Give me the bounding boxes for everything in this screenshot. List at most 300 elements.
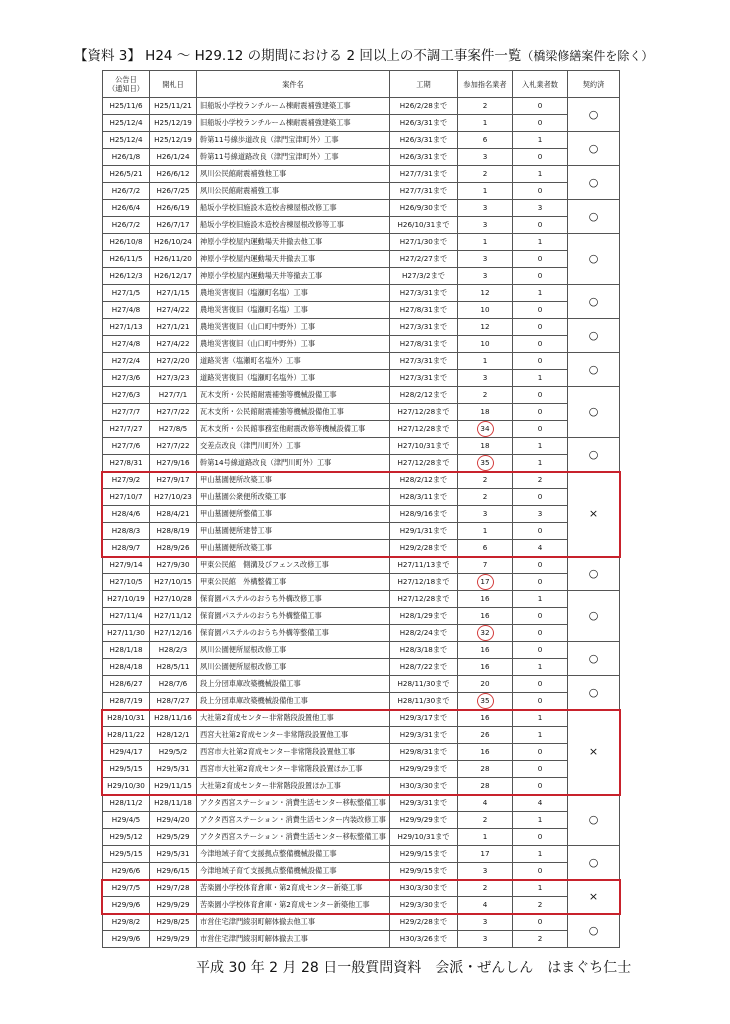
cell-designated: 16 — [458, 744, 513, 761]
table-row — [103, 557, 620, 574]
table-row — [103, 149, 620, 166]
table-row — [103, 676, 620, 693]
cell-notice-date: H26/7/2 — [103, 217, 150, 234]
header-notice-date: 公告日 （通知日） — [103, 71, 150, 98]
cell-bidders: 1 — [513, 438, 568, 455]
cell-contracted: ○ — [568, 285, 620, 319]
header-designated: 参加指名業者 — [458, 71, 513, 98]
cell-bid-date: H26/6/12 — [150, 166, 197, 183]
cell-designated: 12 — [458, 285, 513, 302]
cell-notice-date: H27/2/4 — [103, 353, 150, 370]
table-row — [103, 438, 620, 455]
cell-period: H29/9/29まで — [390, 812, 458, 829]
cell-bid-date: H25/11/21 — [150, 98, 197, 115]
cell-bidders: 0 — [513, 523, 568, 540]
cell-bid-date: H27/10/15 — [150, 574, 197, 591]
cell-period: H28/7/22まで — [390, 659, 458, 676]
cell-designated: 2 — [458, 880, 513, 897]
cell-bidders: 0 — [513, 268, 568, 285]
cell-contracted: ○ — [568, 200, 620, 234]
cell-period: H30/3/30まで — [390, 880, 458, 897]
cell-bidders: 1 — [513, 710, 568, 727]
cell-bidders: 1 — [513, 132, 568, 149]
cell-designated: 10 — [458, 302, 513, 319]
cell-period: H28/3/11まで — [390, 489, 458, 506]
table-row — [103, 812, 620, 829]
cell-designated — [458, 421, 513, 438]
cell-bid-date: H27/3/23 — [150, 370, 197, 387]
cell-designated: 16 — [458, 710, 513, 727]
cell-bidders: 0 — [513, 421, 568, 438]
cell-period: H27/10/31まで — [390, 438, 458, 455]
title-note: （橋梁修繕案件を除く） — [521, 49, 654, 63]
cell-period: H29/9/15まで — [390, 863, 458, 880]
cell-bid-date: H27/1/21 — [150, 319, 197, 336]
cell-bid-date: H28/2/3 — [150, 642, 197, 659]
table-row — [103, 523, 620, 540]
cell-notice-date: H27/6/3 — [103, 387, 150, 404]
cell-bidders: 2 — [513, 931, 568, 948]
cell-notice-date: H27/10/7 — [103, 489, 150, 506]
cell-project-name: 船坂小学校旧施設木造校舎棟屋根改修工事 — [197, 200, 390, 217]
footer-text: 平成 30 年 2 月 28 日一般質問資料 会派・ぜんしん はまぐち仁士 — [196, 960, 632, 976]
cell-bidders: 0 — [513, 693, 568, 710]
cell-notice-date: H27/3/6 — [103, 370, 150, 387]
header-bidders: 入札業者数 — [513, 71, 568, 98]
cell-bid-date: H27/12/16 — [150, 625, 197, 642]
cell-project-name: 船坂小学校旧施設木造校舎棟屋根改修等工事 — [197, 217, 390, 234]
cell-bidders: 3 — [513, 506, 568, 523]
cell-designated: 20 — [458, 676, 513, 693]
table-row — [103, 200, 620, 217]
cell-project-name: 甲山墓園便所改築工事 — [197, 472, 390, 489]
cell-bidders: 0 — [513, 863, 568, 880]
table-row — [103, 319, 620, 336]
table-row — [103, 795, 620, 812]
cell-designated: 1 — [458, 115, 513, 132]
cell-bid-date: H27/8/5 — [150, 421, 197, 438]
cell-notice-date: H27/10/19 — [103, 591, 150, 608]
cell-period: H27/1/30まで — [390, 234, 458, 251]
table-row — [103, 744, 620, 761]
cell-notice-date: H28/8/3 — [103, 523, 150, 540]
cell-project-name: 甲東公民館 側溝及びフェンス改修工事 — [197, 557, 390, 574]
cell-contracted: × — [568, 472, 620, 557]
cell-project-name: 西宮市大社第2育成センター非常階段設置ほか工事 — [197, 761, 390, 778]
cell-designated: 1 — [458, 234, 513, 251]
cell-bidders: 1 — [513, 727, 568, 744]
cell-project-name: 瓦木支所・公民館耐震補強等機械設備工事 — [197, 387, 390, 404]
cell-bidders: 0 — [513, 353, 568, 370]
table-row — [103, 472, 620, 489]
cell-bid-date: H29/5/31 — [150, 846, 197, 863]
cell-notice-date: H29/10/30 — [103, 778, 150, 795]
cell-bidders: 0 — [513, 608, 568, 625]
cell-project-name: 交差点改良（津門川町外）工事 — [197, 438, 390, 455]
cell-project-name: 市営住宅津門綾羽町解体撤去工事 — [197, 931, 390, 948]
cell-notice-date: H29/5/12 — [103, 829, 150, 846]
cell-designated: 3 — [458, 268, 513, 285]
cell-bidders: 0 — [513, 676, 568, 693]
cell-bidders: 2 — [513, 897, 568, 914]
table-row — [103, 506, 620, 523]
table-row — [103, 625, 620, 642]
cell-period: H26/3/31まで — [390, 132, 458, 149]
cell-designated: 2 — [458, 489, 513, 506]
cell-notice-date: H26/12/3 — [103, 268, 150, 285]
cell-designated: 2 — [458, 812, 513, 829]
cell-period: H26/3/31まで — [390, 115, 458, 132]
cell-bid-date: H28/11/16 — [150, 710, 197, 727]
cell-bidders: 1 — [513, 591, 568, 608]
table-row — [103, 727, 620, 744]
cell-bidders: 0 — [513, 574, 568, 591]
cell-project-name: 保育園パステルのおうち外構改修工事 — [197, 591, 390, 608]
cell-period: H26/3/31まで — [390, 149, 458, 166]
cell-contracted: ○ — [568, 353, 620, 387]
cell-notice-date: H29/7/5 — [103, 880, 150, 897]
cell-period: H29/2/28まで — [390, 914, 458, 931]
cell-bidders: 1 — [513, 455, 568, 472]
cell-period: H26/9/30まで — [390, 200, 458, 217]
cell-period: H29/8/31まで — [390, 744, 458, 761]
table-row — [103, 285, 620, 302]
cell-notice-date: H28/6/27 — [103, 676, 150, 693]
cell-notice-date: H29/6/6 — [103, 863, 150, 880]
cell-period: H27/3/31まで — [390, 353, 458, 370]
cell-notice-date: H26/7/2 — [103, 183, 150, 200]
cell-contracted: ○ — [568, 132, 620, 166]
cell-contracted: ○ — [568, 914, 620, 948]
cell-bid-date: H28/11/18 — [150, 795, 197, 812]
cell-bidders: 0 — [513, 336, 568, 353]
cell-designated — [458, 574, 513, 591]
cell-bid-date: H27/4/22 — [150, 336, 197, 353]
cell-contracted: ○ — [568, 166, 620, 200]
cell-bidders: 0 — [513, 319, 568, 336]
cell-project-name: 幹第11号線歩道改良（津門宝津町外）工事 — [197, 132, 390, 149]
cell-project-name: 旧船坂小学校ランチルーム棟耐震補強建築工事 — [197, 98, 390, 115]
project-table — [102, 70, 620, 948]
cell-bid-date: H29/7/28 — [150, 880, 197, 897]
cell-contracted: ○ — [568, 676, 620, 710]
cell-bid-date: H25/12/19 — [150, 115, 197, 132]
cell-bid-date: H25/12/19 — [150, 132, 197, 149]
cell-project-name: 夙川公民館耐震補強工事 — [197, 183, 390, 200]
cell-period: H29/2/28まで — [390, 540, 458, 557]
cell-contracted: × — [568, 710, 620, 795]
table-row — [103, 387, 620, 404]
cell-designated: 16 — [458, 591, 513, 608]
cell-bidders: 1 — [513, 285, 568, 302]
cell-notice-date: H26/6/4 — [103, 200, 150, 217]
cell-designated: 3 — [458, 914, 513, 931]
cell-bid-date: H28/8/19 — [150, 523, 197, 540]
cell-bidders: 4 — [513, 795, 568, 812]
cell-notice-date: H25/12/4 — [103, 115, 150, 132]
header-project-name: 案件名 — [197, 71, 390, 98]
cell-project-name: 夙川公民館耐震補強他工事 — [197, 166, 390, 183]
cell-project-name: 神原小学校屋内運動場天井撤去工事 — [197, 251, 390, 268]
cell-bidders: 0 — [513, 217, 568, 234]
cell-project-name: 夙川公園便所屋根改修工事 — [197, 642, 390, 659]
cell-designated: 17 — [458, 846, 513, 863]
cell-notice-date: H27/9/14 — [103, 557, 150, 574]
cell-project-name: 農地災害復旧（山口町中野外）工事 — [197, 336, 390, 353]
cell-period: H27/12/18まで — [390, 574, 458, 591]
cell-notice-date: H28/10/31 — [103, 710, 150, 727]
cell-designated: 28 — [458, 778, 513, 795]
cell-bid-date: H28/9/26 — [150, 540, 197, 557]
title-main: 【資料 3】 H24 ～ H29.12 の期間における 2 回以上の不調工事案件一覧 — [74, 48, 522, 64]
cell-project-name: 西宮市大社第2育成センター非常階段設置他工事 — [197, 744, 390, 761]
cell-bidders: 0 — [513, 98, 568, 115]
cell-bid-date: H27/7/22 — [150, 438, 197, 455]
cell-notice-date: H27/11/4 — [103, 608, 150, 625]
table-row — [103, 846, 620, 863]
cell-notice-date: H29/5/15 — [103, 846, 150, 863]
cell-project-name: 保育園パステルのおうち外構等整備工事 — [197, 625, 390, 642]
cell-notice-date: H27/7/27 — [103, 421, 150, 438]
cell-bid-date: H28/5/11 — [150, 659, 197, 676]
cell-bid-date: H26/10/24 — [150, 234, 197, 251]
table-row — [103, 132, 620, 149]
cell-bid-date: H29/11/15 — [150, 778, 197, 795]
cell-notice-date: H29/4/17 — [103, 744, 150, 761]
cell-notice-date: H28/1/18 — [103, 642, 150, 659]
cell-bid-date: H27/4/22 — [150, 302, 197, 319]
cell-bid-date: H28/7/6 — [150, 676, 197, 693]
table-row — [103, 166, 620, 183]
cell-period: H27/3/2まで — [390, 268, 458, 285]
cell-period: H29/3/31まで — [390, 727, 458, 744]
cell-notice-date: H28/9/7 — [103, 540, 150, 557]
cell-project-name: アクタ西宮ステーション・消費生活センター内装改修工事 — [197, 812, 390, 829]
cell-period: H26/10/31まで — [390, 217, 458, 234]
cell-notice-date: H28/11/22 — [103, 727, 150, 744]
cell-notice-date: H29/9/6 — [103, 897, 150, 914]
cell-designated: 2 — [458, 98, 513, 115]
cell-designated: 12 — [458, 319, 513, 336]
cell-designated: 4 — [458, 795, 513, 812]
cell-notice-date: H28/7/19 — [103, 693, 150, 710]
cell-notice-date: H27/1/13 — [103, 319, 150, 336]
cell-period: H27/11/13まで — [390, 557, 458, 574]
cell-bidders: 0 — [513, 761, 568, 778]
table-body — [103, 98, 620, 948]
cell-designated — [458, 455, 513, 472]
cell-bid-date: H29/9/29 — [150, 897, 197, 914]
cell-bid-date: H26/1/24 — [150, 149, 197, 166]
cell-period: H27/2/27まで — [390, 251, 458, 268]
cell-notice-date: H27/7/7 — [103, 404, 150, 421]
cell-project-name: 今津地域子育て支援拠点整備機械設備工事 — [197, 863, 390, 880]
cell-bid-date: H29/5/29 — [150, 829, 197, 846]
cell-bid-date: H28/7/27 — [150, 693, 197, 710]
cell-period: H27/7/31まで — [390, 183, 458, 200]
cell-contracted: ○ — [568, 319, 620, 353]
cell-notice-date: H28/4/18 — [103, 659, 150, 676]
cell-bidders: 1 — [513, 370, 568, 387]
cell-designated: 2 — [458, 166, 513, 183]
table-row — [103, 115, 620, 132]
cell-period: H28/11/30まで — [390, 693, 458, 710]
cell-bid-date: H27/1/15 — [150, 285, 197, 302]
cell-designated: 6 — [458, 540, 513, 557]
cell-bidders: 0 — [513, 302, 568, 319]
table-row — [103, 183, 620, 200]
cell-bid-date: H26/12/17 — [150, 268, 197, 285]
cell-period: H30/3/26まで — [390, 931, 458, 948]
cell-period: H29/3/31まで — [390, 795, 458, 812]
cell-period: H27/7/31まで — [390, 166, 458, 183]
cell-designated: 3 — [458, 370, 513, 387]
cell-contracted: ○ — [568, 846, 620, 880]
cell-period: H29/9/29まで — [390, 761, 458, 778]
cell-notice-date: H25/11/6 — [103, 98, 150, 115]
cell-designated: 3 — [458, 251, 513, 268]
cell-bidders: 0 — [513, 642, 568, 659]
cell-bid-date: H27/11/12 — [150, 608, 197, 625]
cell-bid-date: H27/7/1 — [150, 387, 197, 404]
cell-bidders: 0 — [513, 183, 568, 200]
cell-bidders: 0 — [513, 387, 568, 404]
cell-contracted: ○ — [568, 795, 620, 846]
table-row — [103, 931, 620, 948]
cell-period: H27/12/28まで — [390, 591, 458, 608]
cell-notice-date: H27/11/30 — [103, 625, 150, 642]
cell-designated: 1 — [458, 183, 513, 200]
cell-project-name: 保育園パステルのおうち外構整備工事 — [197, 608, 390, 625]
table-row — [103, 659, 620, 676]
red-circle-mark: 17 — [477, 574, 494, 590]
document-title — [74, 46, 674, 66]
cell-designated: 16 — [458, 659, 513, 676]
cell-contracted: ○ — [568, 591, 620, 642]
cell-project-name: 道路災害（塩瀬町名塩外）工事 — [197, 353, 390, 370]
cell-notice-date: H27/7/6 — [103, 438, 150, 455]
cell-notice-date: H29/9/6 — [103, 931, 150, 948]
cell-bidders: 1 — [513, 846, 568, 863]
cell-project-name: 幹第11号線道路改良（津門宝津町外）工事 — [197, 149, 390, 166]
cell-period: H27/12/28まで — [390, 421, 458, 438]
cell-designated: 3 — [458, 200, 513, 217]
cell-bidders: 0 — [513, 251, 568, 268]
cell-bidders: 0 — [513, 778, 568, 795]
table-row — [103, 642, 620, 659]
cell-period: H29/1/31まで — [390, 523, 458, 540]
cell-notice-date: H28/4/6 — [103, 506, 150, 523]
table-row — [103, 863, 620, 880]
cell-designated: 1 — [458, 829, 513, 846]
cell-period: H27/3/31まで — [390, 370, 458, 387]
cell-bidders: 4 — [513, 540, 568, 557]
cell-designated: 18 — [458, 438, 513, 455]
cell-contracted: ○ — [568, 438, 620, 472]
cell-period: H28/9/16まで — [390, 506, 458, 523]
cell-bidders: 0 — [513, 744, 568, 761]
cell-notice-date: H28/11/2 — [103, 795, 150, 812]
cell-period: H29/10/31まで — [390, 829, 458, 846]
cell-period: H27/8/31まで — [390, 336, 458, 353]
cell-notice-date: H26/1/8 — [103, 149, 150, 166]
cell-notice-date: H27/10/5 — [103, 574, 150, 591]
cell-bid-date: H29/5/31 — [150, 761, 197, 778]
cell-bid-date: H29/4/20 — [150, 812, 197, 829]
table-row — [103, 217, 620, 234]
table-row — [103, 608, 620, 625]
cell-notice-date: H27/4/8 — [103, 302, 150, 319]
table-row — [103, 455, 620, 472]
cell-notice-date: H29/4/5 — [103, 812, 150, 829]
cell-project-name: 甲山墓園公衆便所改築工事 — [197, 489, 390, 506]
cell-project-name: 農地災害復旧（塩瀬町名塩）工事 — [197, 285, 390, 302]
cell-notice-date: H26/11/5 — [103, 251, 150, 268]
cell-designated: 7 — [458, 557, 513, 574]
red-circle-mark: 35 — [477, 455, 494, 471]
cell-notice-date: H26/5/21 — [103, 166, 150, 183]
cell-bid-date: H27/9/16 — [150, 455, 197, 472]
cell-contracted: ○ — [568, 387, 620, 438]
table-row — [103, 710, 620, 727]
cell-project-name: 苦楽園小学校体育倉庫・第2育成センター新築工事 — [197, 880, 390, 897]
cell-designated: 26 — [458, 727, 513, 744]
cell-project-name: 神原小学校屋内運動場天井等撤去工事 — [197, 268, 390, 285]
table-row — [103, 98, 620, 115]
cell-project-name: 西宮大社第2育成センター非常階段設置他工事 — [197, 727, 390, 744]
cell-period: H27/12/28まで — [390, 404, 458, 421]
cell-project-name: 瓦木支所・公民館事務室他耐震改修等機械設備工事 — [197, 421, 390, 438]
cell-project-name: 市営住宅津門綾羽町解体撤去他工事 — [197, 914, 390, 931]
cell-bidders: 3 — [513, 200, 568, 217]
cell-designated: 3 — [458, 217, 513, 234]
cell-bidders: 0 — [513, 625, 568, 642]
cell-bid-date: H29/9/29 — [150, 931, 197, 948]
cell-bidders: 0 — [513, 115, 568, 132]
cell-bid-date: H26/11/20 — [150, 251, 197, 268]
table-row — [103, 302, 620, 319]
cell-bidders: 1 — [513, 659, 568, 676]
cell-project-name: 幹第14号線道路改良（津門川町外）工事 — [197, 455, 390, 472]
table-row — [103, 251, 620, 268]
cell-notice-date: H27/4/8 — [103, 336, 150, 353]
cell-designated: 16 — [458, 608, 513, 625]
table-row — [103, 880, 620, 897]
red-circle-mark: 34 — [477, 421, 494, 437]
table-row — [103, 404, 620, 421]
cell-bidders: 0 — [513, 149, 568, 166]
cell-period: H29/3/17まで — [390, 710, 458, 727]
cell-notice-date: H27/9/2 — [103, 472, 150, 489]
cell-project-name: 段上分団車庫改築機械設備他工事 — [197, 693, 390, 710]
table-row — [103, 829, 620, 846]
table-row — [103, 914, 620, 931]
table-row — [103, 268, 620, 285]
cell-project-name: 神原小学校屋内運動場天井撤去他工事 — [197, 234, 390, 251]
cell-bid-date: H28/12/1 — [150, 727, 197, 744]
cell-period: H27/3/31まで — [390, 319, 458, 336]
cell-designated — [458, 625, 513, 642]
cell-notice-date: H26/10/8 — [103, 234, 150, 251]
table-row — [103, 574, 620, 591]
cell-notice-date: H29/5/15 — [103, 761, 150, 778]
cell-bid-date: H29/8/25 — [150, 914, 197, 931]
cell-bid-date: H27/7/22 — [150, 404, 197, 421]
cell-designated — [458, 693, 513, 710]
cell-designated: 4 — [458, 897, 513, 914]
cell-contracted: ○ — [568, 234, 620, 285]
cell-bid-date: H27/9/30 — [150, 557, 197, 574]
